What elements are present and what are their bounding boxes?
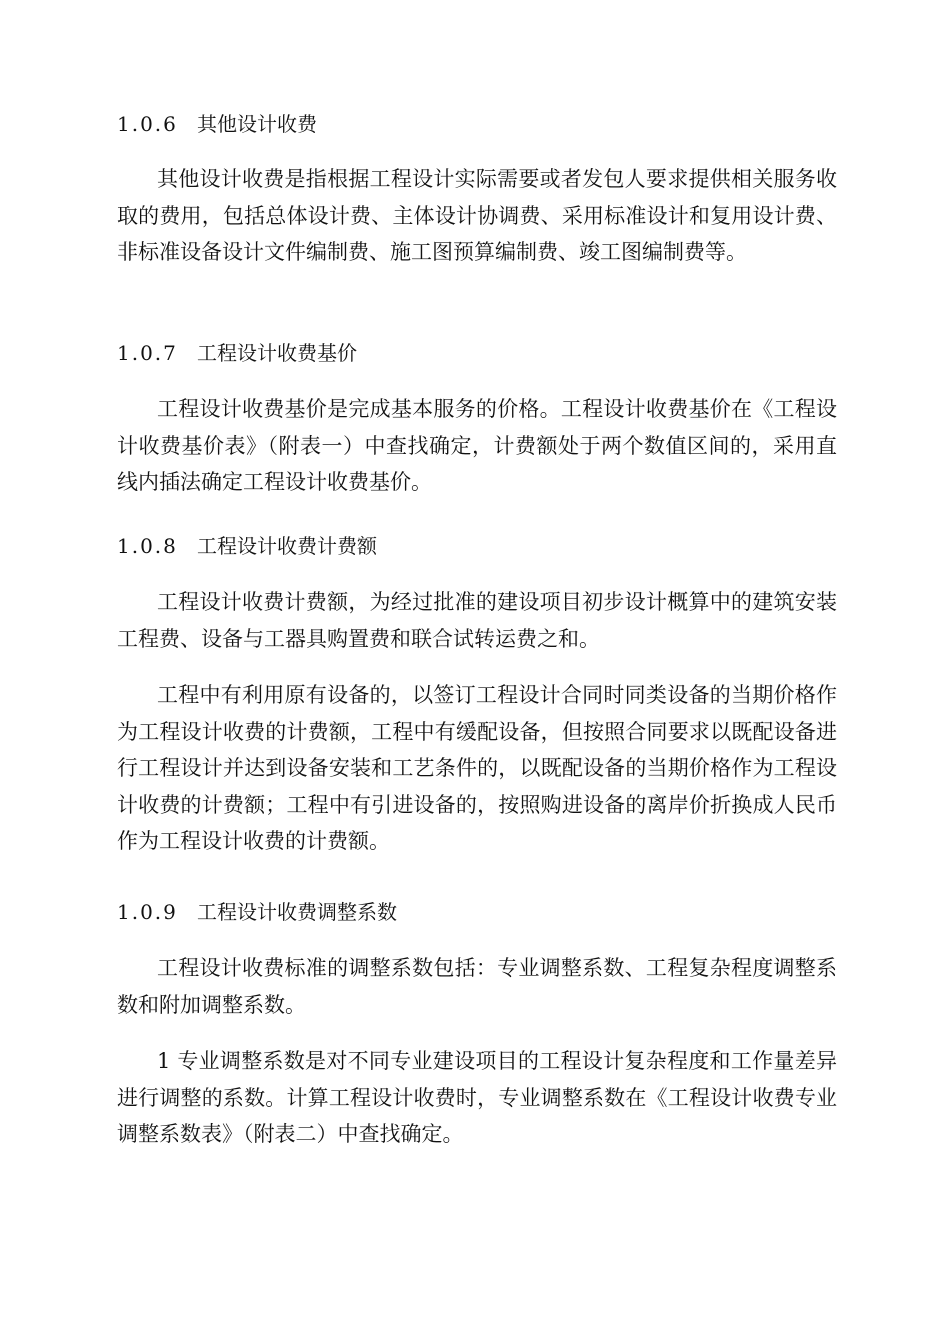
section-number: 1.0.7 — [117, 341, 178, 365]
section-title: 工程设计收费调整系数 — [197, 900, 397, 924]
paragraph: 1 专业调整系数是对不同专业建设项目的工程设计复杂程度和工作量差异进行调整的系数。计算工程设计收费时，专业调整系数在《工程设计收费专业调整系数表》（附表二）中查找确定。 — [117, 1049, 837, 1146]
section-heading-1-0-7 — [117, 339, 357, 367]
section-heading-1-0-8 — [117, 532, 377, 560]
paragraph: 工程中有利用原有设备的，以签订工程设计合同时同类设备的当期价格作为工程设计收费的计费额，工程中有缓配设备，但按照合同要求以既配设备进行工程设计并达到设备安装和工艺条件的，以既配设备的当期价格作为工程设计收费的计费额；工程中有引进设备的，按照购进设备的离岸价折换成人民币作为工程设计收费的计费额。 — [117, 683, 837, 853]
section-title: 工程设计收费计费额 — [197, 534, 377, 558]
section-title: 其他设计收费 — [197, 112, 317, 136]
section-heading-1-0-9 — [117, 898, 397, 926]
paragraph: 工程设计收费基价是完成基本服务的价格。工程设计收费基价在《工程设计收费基价表》（附表一）中查找确定，计费额处于两个数值区间的，采用直线内插法确定工程设计收费基价。 — [117, 397, 837, 494]
section-heading-1-0-6 — [117, 110, 317, 138]
section-number: 1.0.8 — [117, 534, 178, 558]
paragraph: 工程设计收费计费额，为经过批准的建设项目初步设计概算中的建筑安装工程费、设备与工器具购置费和联合试转运费之和。 — [117, 590, 837, 651]
paragraph: 工程设计收费标准的调整系数包括：专业调整系数、工程复杂程度调整系数和附加调整系数。 — [117, 956, 837, 1017]
section-title: 工程设计收费基价 — [197, 341, 357, 365]
section-number: 1.0.6 — [117, 112, 178, 136]
paragraph: 其他设计收费是指根据工程设计实际需要或者发包人要求提供相关服务收取的费用，包括总体设计费、主体设计协调费、采用标准设计和复用设计费、非标准设备设计文件编制费、施工图预算编制费、竣工图编制费等。 — [117, 167, 837, 264]
section-number: 1.0.9 — [117, 900, 178, 924]
